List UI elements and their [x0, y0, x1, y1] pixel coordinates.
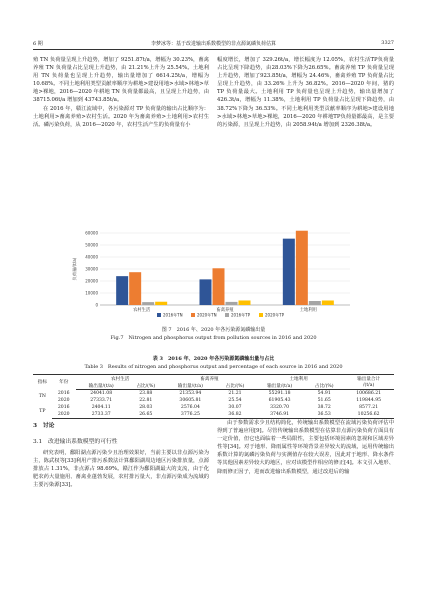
left-column-bottom — [33, 449, 209, 549]
table-caption-en: Table 3 Results of nitrogen and phosphorus output and percentage of each source in 2016 and 2020 — [84, 364, 343, 370]
table-cell: 10256.62 — [343, 411, 394, 419]
table-cell: 2020 — [52, 411, 76, 419]
y-tick-label: 60000 — [85, 230, 98, 236]
table-cell: 51.65 — [317, 398, 331, 403]
table-cell: 2733.37 — [76, 411, 127, 419]
figure-caption-cn: 图 7 2016 年、2020 年各污染源氮磷输出量 — [161, 327, 266, 333]
subheader-percent: 占比/(%) — [216, 382, 254, 390]
y-tick-label: 30000 — [85, 266, 98, 272]
subheader-output: 输出量/(t/a) — [254, 382, 305, 390]
table-cell: 119844.95 — [356, 398, 382, 403]
table-cell: 3746.91 — [254, 411, 305, 419]
table-cell: 2020 — [57, 398, 70, 403]
table-cell: 8577.21 — [359, 405, 379, 410]
paragraph: 由于参数需求少且结构简化，传统输出系数模型在流域污染负荷评估中得到了普遍应用[9]。尽管传统输出系数模型在估算非点源污染负荷方面具有一定价值，但它也面临着一些局限性，主要包括环境因素的忽视和区域差异性等[34]。对于地形、降雨属性等环境背景差异较大的流域，运用传统输出系数计算的氮磷污染负荷与实测值存在较大误差，因此对于地形、降水条件等其他因素差异较大的地区，应对该模型作相应的修正[4]。本文引入地形、降雨修正因子，进而改进输出系数模型，通过改进后的输 — [217, 420, 394, 475]
bar — [155, 302, 167, 305]
header-rule — [33, 49, 394, 50]
header-group-livestock: 畜禽养殖 — [165, 375, 254, 383]
y-tick-label: 0 — [95, 302, 98, 308]
table-cell: 3776.25 — [165, 411, 216, 419]
left-column-top — [33, 56, 209, 218]
bar — [239, 300, 251, 305]
bar — [322, 300, 334, 305]
table-cell: 2404.11 — [91, 405, 111, 410]
table-cell: 30.07 — [228, 405, 242, 410]
results-table — [33, 374, 394, 419]
header-indicator: 指标 — [33, 375, 52, 390]
table-cell: 24041.08 — [90, 391, 113, 396]
table-row — [33, 397, 394, 404]
x-category-label: 农村生活 — [133, 308, 151, 313]
paragraph: 在 2016 年，赣江流域中，各污染源对 TP 负荷量的输出占比顺序为：土地利用>畜禽养殖>农村生活。2020 年为畜禽养殖>土地利用>农村生活。磷污染负荷，从 2016—2020 年，农村生活产生的负荷量有小 — [33, 105, 209, 128]
table-caption-cn: 表 3 2016 年、2020 年各污染源氮磷输出量与占比 — [152, 356, 275, 362]
legend-swatch — [259, 313, 263, 317]
bar — [226, 302, 238, 305]
bar — [142, 302, 154, 305]
legend-label: 2020年TP — [265, 312, 285, 318]
table-cell: 30605.81 — [179, 398, 202, 403]
table-cell: 61905.43 — [268, 398, 291, 403]
bar — [283, 239, 295, 305]
table-cell: 55291.18 — [268, 391, 291, 396]
header-group-landuse: 土地利用 — [254, 375, 343, 383]
y-tick-label: 50000 — [85, 242, 98, 248]
table-cell: 25.54 — [228, 398, 242, 403]
table-cell: 27333.71 — [90, 398, 113, 403]
section-heading: 3 讨论 — [33, 423, 55, 429]
table-row — [33, 404, 394, 411]
legend-swatch — [225, 313, 229, 317]
table-cell: 38.72 — [317, 405, 331, 410]
bar — [200, 279, 212, 305]
table-row — [33, 411, 394, 419]
table-cell: 23.88 — [139, 391, 153, 396]
legend-swatch — [157, 313, 161, 317]
x-category-label: 畜禽养殖 — [216, 308, 234, 313]
x-category-label: 土地利用 — [299, 308, 317, 313]
page-number-right: 3327 — [381, 40, 394, 46]
table-cell: 26.65 — [127, 411, 165, 419]
bar-chart — [60, 227, 360, 322]
table-row — [33, 390, 394, 398]
running-header — [33, 40, 394, 50]
subheader-percent: 占比/(%) — [127, 382, 165, 390]
bar — [309, 301, 321, 305]
table-cell: 21.21 — [228, 391, 242, 396]
table-cell: TP — [39, 408, 46, 414]
subheader-total-unit: /(t/a) — [343, 382, 394, 390]
table-cell: 2016 — [57, 405, 70, 410]
header-year: 年份 — [52, 375, 76, 390]
bar — [296, 231, 308, 305]
y-axis-label: 负荷量/(t/a) — [72, 257, 77, 281]
bar — [213, 268, 225, 305]
table-cell: 28.03 — [139, 405, 153, 410]
page-number-left: 6 期 — [33, 41, 43, 47]
table-cell: 54.91 — [317, 391, 331, 396]
table-cell: 3320.70 — [270, 405, 290, 410]
table-cell: 2576.04 — [180, 405, 200, 410]
running-title: 李梦冰等：基于改进输出系数模型的非点源氮磷负荷估算 — [150, 41, 276, 47]
table-cell: TN — [38, 394, 46, 400]
table-cell: 36.53 — [305, 411, 343, 419]
table-cell: 100686.21 — [356, 391, 382, 396]
y-tick-label: 40000 — [85, 254, 98, 260]
legend-label: 2020年TN — [197, 312, 217, 318]
legend-label: 2016年TN — [163, 312, 183, 318]
legend-swatch — [191, 313, 195, 317]
table-cell: 2016 — [57, 390, 70, 396]
subheader-output: 输出量/(t/a) — [76, 382, 127, 390]
table-cell: 36.82 — [216, 411, 254, 419]
subsection-heading: 3.1 改进输出系数模型的可行性 — [33, 439, 118, 445]
table-cell: 21353.94 — [179, 391, 202, 396]
paragraph: 幅度增长，增加了 329.26t/a，增长幅度为 12.05%，农村生活TP负荷量占比呈现下降趋势，由28.03%下降为26.65%。畜禽养殖 TP 负荷量呈现上升趋势，增加了923.85t/a，增幅为 24.46%，畜禽养殖 TP 负荷量占比呈现上升趋势，由 33.26% 上升为 36.82%。2016—2020 年间，猪的 TP 负荷量最大。土地利用 TP 负荷量也呈现上升趋势，输出量增加了 426.3t/a，增幅为 11.38%，土地利用 TP 负荷量占比呈现下降趋势，由 38.72%下降为 36.53%。不同土地利用类型贡献率顺序为耕地>建设用地>水域>林地>草地>裸地，2016—2020 年耕地TP负荷量都最高，是主要的污染源，且呈现上升趋势，由 2058.94t/a 增加到 2326.38t/a。 — [217, 57, 394, 128]
y-tick-label: 10000 — [85, 290, 98, 296]
bar — [129, 272, 141, 305]
paragraph: 殖 TN 负荷量呈现上升趋势，增加了 9251.87t/a，增幅为 30.23%，畜禽养殖 TN 负荷量占比呈现上升趋势，由 21.21%上升为 25.54%。土地利用 TN 负荷量也呈现上升趋势，输出量增加了 6614.25t/a，增幅为 10.68%。不同土地利用类型贡献率顺序为耕地>建设用地>水域>林地>草地>裸地，2016—2020 年耕地 TN 负荷量都最高，且呈现上升趋势，由 38715.06t/a 增加到 43743.85t/a。 — [33, 57, 209, 104]
right-column-bottom — [217, 419, 394, 589]
subheader-output: 输出量/(t/a) — [165, 382, 216, 390]
header-total: 输出量合计 — [343, 375, 394, 383]
figure-caption-en: Fig.7 Nitrogen and phosphorus output from pollution sources in 2016 and 2020 — [110, 335, 317, 341]
paragraph: 研究表明，鄱阳湖点源污染少且治理效果好，当前主要以非点源污染为主，陈武权等[33]利用产排污系数法计算鄱阳湖周边地区污染排放量，点源排放占 1.31%，非点源占 98.69%。赣江作为鄱阳湖最大的支流，由于化肥农药大量施用、畜禽业蓬勃发展，农村排污量大，非点源污染成为流域的主要污染源[33]。 — [33, 450, 209, 489]
right-column-top — [217, 56, 394, 218]
table-cell: 22.81 — [139, 398, 153, 403]
header-group-rural: 农村生活 — [76, 375, 165, 383]
y-tick-label: 20000 — [85, 278, 98, 284]
bar — [116, 276, 128, 305]
subheader-percent: 占比/(%) — [305, 382, 343, 390]
legend-label: 2016年TP — [231, 312, 251, 318]
